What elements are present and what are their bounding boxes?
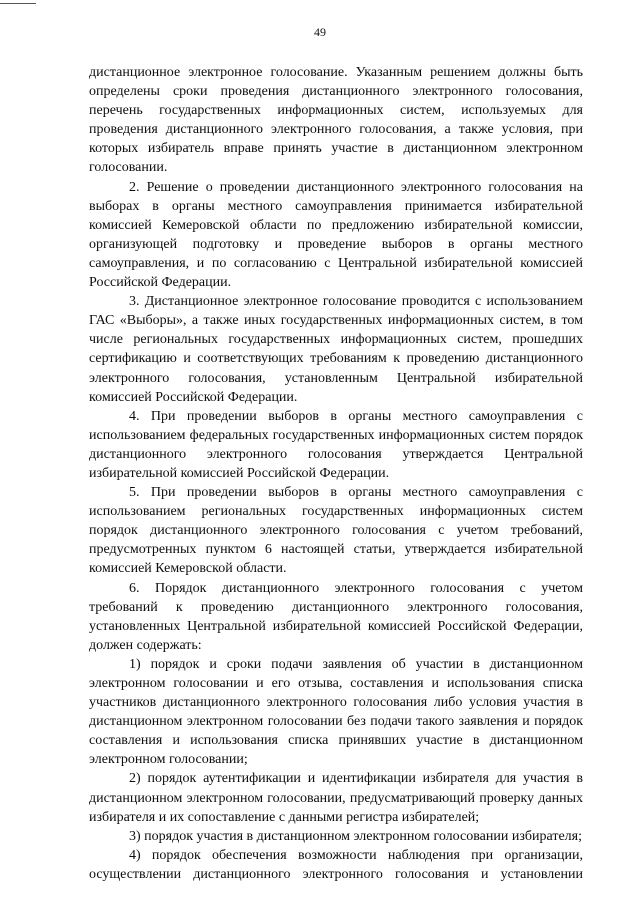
paragraph-item-4: 4. При проведении выборов в органы местного самоуправления с использованием федеральных государственных информационных систем порядок дистанционного электронного голосования утверждается Центральной избирательной комиссией Российской Федерации.: [89, 408, 583, 481]
subitem-2: 2) порядок аутентификации и идентификации избирателя для участия в дистанционном электронном голосовании, предусматривающий проверку данных избирателя и их сопоставление с данными регистра избирателей;: [89, 771, 583, 825]
paragraph-item-6: 6. Порядок дистанционного электронного голосования с учетом требований к проведению дистанционного электронного голосования, установленных Центральной избирательной комиссией Российской Федерации, должен содержать:: [89, 580, 583, 653]
paragraph-item-5: 5. При проведении выборов в органы местного самоуправления с использованием региональных государственных информационных систем порядок дистанционного электронного голосования с учетом требований, предусмотренных пунктом 6 настоящей статьи, утверждается избирательной комиссией Кемеровской области.: [89, 485, 583, 577]
document-body: [89, 63, 583, 884]
subitem-4: 4) порядок обеспечения возможности наблюдения при организации, осуществлении дистанционного электронного голосования и установлении: [89, 847, 583, 882]
paragraph-item-2: 2. Решение о проведении дистанционного электронного голосования на выборах в органы местного самоуправления принимается избирательной комиссией Кемеровской области по предложению избирательной комиссии, организующей подготовку и проведение выборов в органы местного самоуправления, и по согласованию с Центральной избирательной комиссией Российской Федерации.: [89, 179, 583, 291]
paragraph-item-3: 3. Дистанционное электронное голосование проводится с использованием ГАС «Выборы», а также иных государственных информационных систем, в том числе региональных государственных информационных систем, прошедших сертификацию и соответствующих требованиям к проведению дистанционного электронного голосования, установленным Центральной избирательной комиссией Российской Федерации.: [89, 294, 583, 405]
paragraph-continuation: дистанционное электронное голосование. Указанным решением должны быть определены сроки проведения дистанционного электронного голосования, перечень государственных информационных систем, используемых для проведения дистанционного электронного голосования, а также условия, при которых избиратель вправе принять участие в дистанционном электронном голосовании.: [89, 65, 583, 176]
scan-corner-mark: [0, 3, 36, 4]
subitem-3: 3) порядок участия в дистанционном электронном голосовании избирателя;: [129, 828, 582, 844]
page-number: 49: [314, 25, 326, 39]
subitem-1: 1) порядок и сроки подачи заявления об участии в дистанционном электронном голосовании и его отзыва, составления и использования списка участников дистанционного электронного голосования либо условия участия в дистанционном электронном голосовании без подачи такого заявления и порядок составления и использования списка принявших участие в дистанционном электронном голосовании;: [89, 656, 583, 768]
